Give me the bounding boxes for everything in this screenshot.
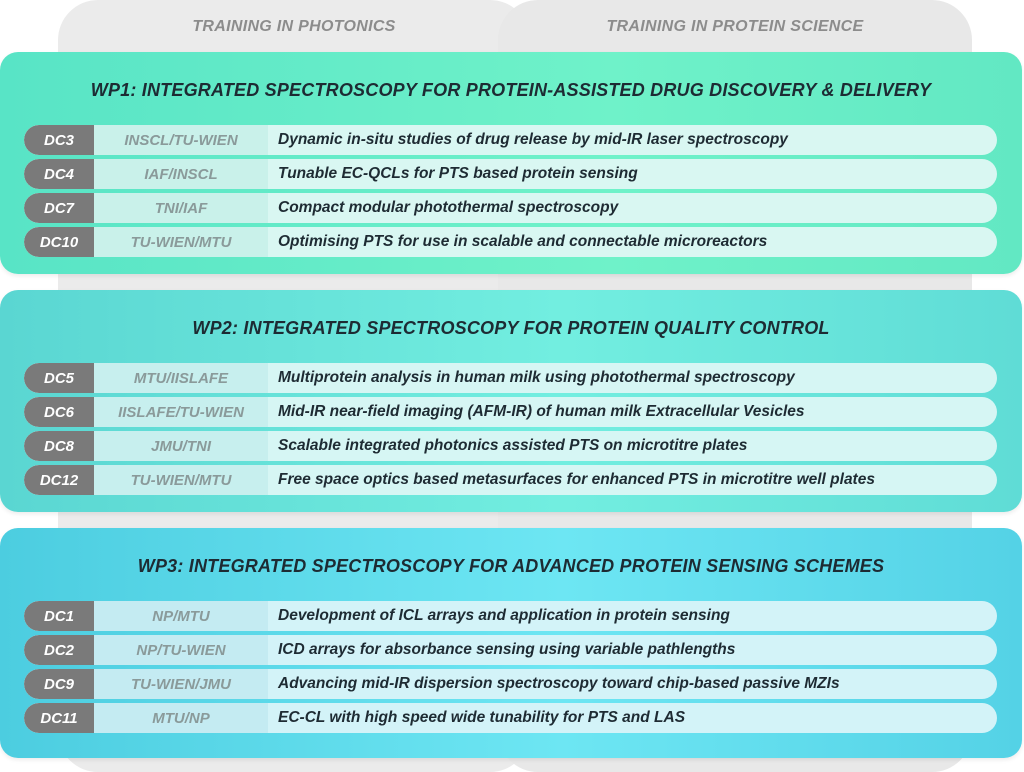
task-description: Compact modular photothermal spectroscopy bbox=[278, 199, 619, 216]
task-description: Multiprotein analysis in human milk using photothermal spectroscopy bbox=[278, 369, 795, 386]
table-row bbox=[24, 193, 997, 223]
table-row bbox=[24, 227, 997, 257]
column-heading-photonics: TRAINING IN PHOTONICS bbox=[192, 18, 396, 35]
wp1-rows bbox=[24, 125, 997, 261]
table-row bbox=[24, 465, 997, 495]
institution-label: TNI/IAF bbox=[94, 193, 268, 223]
column-heading-protein-science: TRAINING IN PROTEIN SCIENCE bbox=[606, 18, 864, 35]
dc-label: DC3 bbox=[24, 125, 94, 155]
institution-label: MTU/NP bbox=[94, 703, 268, 733]
wp3-rows bbox=[24, 601, 997, 737]
institution-label: TU-WIEN/MTU bbox=[94, 465, 268, 495]
table-row bbox=[24, 397, 997, 427]
task-description: Development of ICL arrays and application in protein sensing bbox=[278, 607, 730, 624]
institution-label: JMU/TNI bbox=[94, 431, 268, 461]
table-row bbox=[24, 125, 997, 155]
task-description: Dynamic in-situ studies of drug release by mid-IR laser spectroscopy bbox=[278, 131, 788, 148]
table-row bbox=[24, 159, 997, 189]
institution-label: NP/MTU bbox=[94, 601, 268, 631]
task-description: EC-CL with high speed wide tunability for PTS and LAS bbox=[278, 709, 686, 726]
institution-label: NP/TU-WIEN bbox=[94, 635, 268, 665]
table-row bbox=[24, 601, 997, 631]
dc-label: DC9 bbox=[24, 669, 94, 699]
task-description: Tunable EC-QCLs for PTS based protein sensing bbox=[278, 165, 638, 182]
table-row bbox=[24, 431, 997, 461]
table-row bbox=[24, 669, 997, 699]
task-description: Scalable integrated photonics assisted PTS on microtitre plates bbox=[278, 437, 748, 454]
dc-label: DC8 bbox=[24, 431, 94, 461]
table-row bbox=[24, 363, 997, 393]
dc-label: DC10 bbox=[24, 227, 94, 257]
institution-label: IISLAFE/TU-WIEN bbox=[94, 397, 268, 427]
task-description: Advancing mid-IR dispersion spectroscopy toward chip-based passive MZIs bbox=[278, 675, 840, 692]
institution-label: TU-WIEN/MTU bbox=[94, 227, 268, 257]
dc-label: DC4 bbox=[24, 159, 94, 189]
table-row bbox=[24, 703, 997, 733]
task-description: Mid-IR near-field imaging (AFM-IR) of human milk Extracellular Vesicles bbox=[278, 403, 805, 420]
wp3-title: WP3: INTEGRATED SPECTROSCOPY FOR ADVANCED PROTEIN SENSING SCHEMES bbox=[137, 556, 885, 576]
institution-label: MTU/IISLAFE bbox=[94, 363, 268, 393]
table-row bbox=[24, 635, 997, 665]
institution-label: INSCL/TU-WIEN bbox=[94, 125, 268, 155]
dc-label: DC5 bbox=[24, 363, 94, 393]
institution-label: IAF/INSCL bbox=[94, 159, 268, 189]
task-description: Optimising PTS for use in scalable and connectable microreactors bbox=[278, 233, 768, 250]
task-description: Free space optics based metasurfaces for enhanced PTS in microtitre well plates bbox=[278, 471, 875, 488]
task-description: ICD arrays for absorbance sensing using variable pathlengths bbox=[278, 641, 736, 658]
institution-label: TU-WIEN/JMU bbox=[94, 669, 268, 699]
work-package-1 bbox=[0, 52, 1022, 274]
dc-label: DC2 bbox=[24, 635, 94, 665]
dc-label: DC11 bbox=[24, 703, 94, 733]
work-package-3 bbox=[0, 528, 1022, 758]
work-package-2 bbox=[0, 290, 1022, 512]
wp1-title: WP1: INTEGRATED SPECTROSCOPY FOR PROTEIN-ASSISTED DRUG DISCOVERY & DELIVERY bbox=[90, 80, 932, 100]
wp2-rows bbox=[24, 363, 997, 499]
dc-label: DC1 bbox=[24, 601, 94, 631]
dc-label: DC6 bbox=[24, 397, 94, 427]
dc-label: DC12 bbox=[24, 465, 94, 495]
wp2-title: WP2: INTEGRATED SPECTROSCOPY FOR PROTEIN QUALITY CONTROL bbox=[192, 318, 830, 338]
dc-label: DC7 bbox=[24, 193, 94, 223]
